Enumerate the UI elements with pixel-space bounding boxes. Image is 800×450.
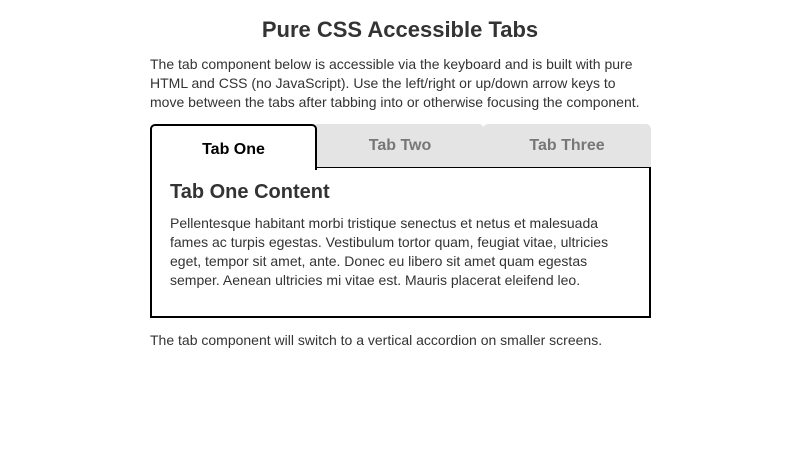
- panel-heading: Tab One Content: [170, 181, 330, 203]
- tab-panel: [150, 168, 651, 318]
- tab-three[interactable]: Tab Three: [483, 124, 651, 169]
- intro-paragraph: The tab component below is accessible via the keyboard and is built with pure HTML and CSS (no JavaScript). Use the left/right or up/down arrow keys to move between the tabs after tabbing into or otherwise focusing the component.: [150, 56, 640, 110]
- footer-note: The tab component will switch to a vertical accordion on smaller screens.: [150, 332, 603, 348]
- page-title: Pure CSS Accessible Tabs: [261, 17, 539, 42]
- tab-one[interactable]: Tab One: [150, 124, 317, 170]
- tab-list: [150, 124, 651, 169]
- tab-two[interactable]: Tab Two: [316, 124, 484, 169]
- panel-body: Pellentesque habitant morbi tristique senectus et netus et malesuada fames ac turpis egestas. Vestibulum tortor quam, feugiat vitae, ultricies eget, tempor sit amet, ante. Donec eu libero sit amet quam egestas semper. Aenean ultricies mi vitae est. Mauris placerat eleifend leo.: [170, 215, 609, 288]
